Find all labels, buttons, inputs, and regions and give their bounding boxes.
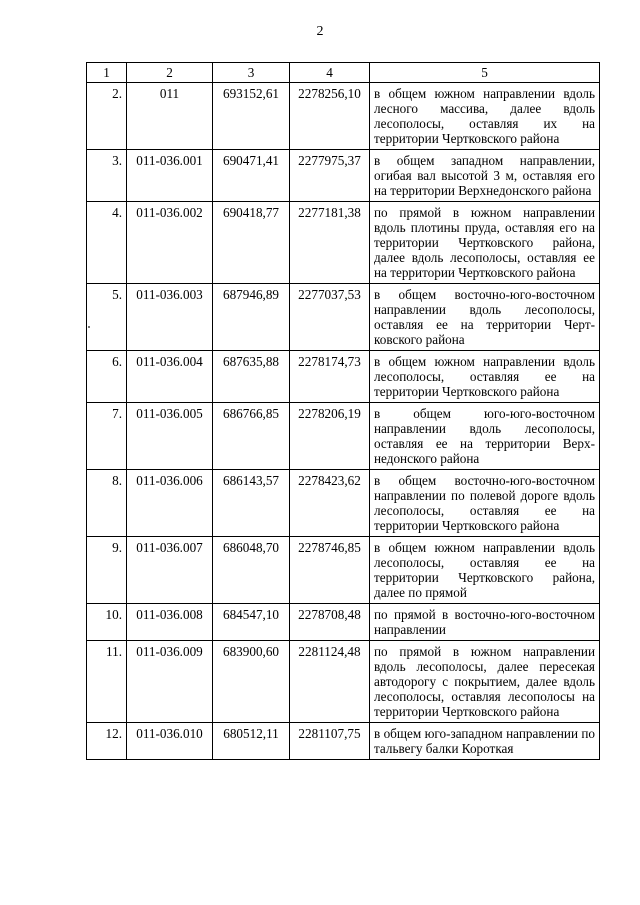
coordinate-y: 2278174,73 [290,351,370,403]
coordinate-x: 683900,60 [213,641,290,723]
boundary-description: в общем юго-юго-восточном направлении вдоль лесополосы, оставляя ее на территории Верхнедонского района [370,403,600,470]
coordinate-y: 2277181,38 [290,202,370,284]
boundary-description: в общем южном направлении вдоль лесополосы, оставляя ее на территории Чертковского района, далее по прямой [370,537,600,604]
coordinate-y: 2278708,48 [290,604,370,641]
boundary-description: в общем южном направлении вдоль лесного массива, далее вдоль лесополосы, оставляя их на территории Чертковского района [370,83,600,150]
point-code: 011-036.004 [127,351,213,403]
column-header-5: 5 [370,63,600,83]
coordinate-x: 684547,10 [213,604,290,641]
boundary-description: в общем западном направлении, огибая вал высотой 3 м, оставляя его на территории Верхнедонского района [370,150,600,202]
boundary-description-table [86,62,600,760]
coordinate-x: 693152,61 [213,83,290,150]
point-code: 011-036.001 [127,150,213,202]
column-header-4: 4 [290,63,370,83]
row-number: 6. [87,351,127,403]
boundary-description: по прямой в южном направлении вдоль лесополосы, далее пересекая автодорогу с покрытием, далее вдоль лесополосы, оставляя лесополосы на территории Чертковского района [370,641,600,723]
point-code: 011-036.010 [127,723,213,760]
point-code: 011-036.008 [127,604,213,641]
row-number: 7. [87,403,127,470]
point-code: 011-036.002 [127,202,213,284]
boundary-description: по прямой в южном направлении вдоль плотины пруда, оставляя его на территории Чертковского района, далее вдоль лесополосы, оставляя ее на территории Чертковского района [370,202,600,284]
row-number: 11. [87,641,127,723]
coordinate-y: 2278206,19 [290,403,370,470]
coordinate-x: 686143,57 [213,470,290,537]
coordinate-y: 2277975,37 [290,150,370,202]
coordinate-x: 686766,85 [213,403,290,470]
table-row [87,150,600,202]
column-header-1: 1 [87,63,127,83]
boundary-description: в общем южном направлении вдоль лесополосы, оставляя ее на территории Чертковского района [370,351,600,403]
coordinate-x: 687946,89 [213,284,290,351]
coordinate-y: 2278746,85 [290,537,370,604]
table-row [87,723,600,760]
table-row [87,202,600,284]
table-row [87,351,600,403]
row-number: 9. [87,537,127,604]
point-code: 011-036.006 [127,470,213,537]
boundary-description: в общем восточно-юго-восточном направлении вдоль лесополосы, оставляя ее на территории Чертковского района [370,284,600,351]
column-header-3: 3 [213,63,290,83]
coordinate-x: 686048,70 [213,537,290,604]
column-header-2: 2 [127,63,213,83]
point-code: 011-036.007 [127,537,213,604]
point-code: 011-036.005 [127,403,213,470]
row-number: 5. [87,284,127,351]
point-code: 011 [127,83,213,150]
coordinate-y: 2278256,10 [290,83,370,150]
coordinate-y: 2278423,62 [290,470,370,537]
coordinate-y: 2277037,53 [290,284,370,351]
table-row [87,83,600,150]
table-row [87,537,600,604]
boundary-description: по прямой в восточно-юго-восточном направлении [370,604,600,641]
table-row [87,604,600,641]
point-code: 011-036.003 [127,284,213,351]
coordinate-x: 687635,88 [213,351,290,403]
coordinate-y: 2281107,75 [290,723,370,760]
row-number: 8. [87,470,127,537]
boundary-description: в общем восточно-юго-восточном направлении по полевой дороге вдоль лесополосы, оставляя ее на территории Чертковского района [370,470,600,537]
page-number: 2 [316,24,324,39]
row-number: 12. [87,723,127,760]
row-number: 2. [87,83,127,150]
row-number: 4. [87,202,127,284]
row-number: 10. [87,604,127,641]
table-row [87,470,600,537]
table-row [87,284,600,351]
coordinate-x: 690418,77 [213,202,290,284]
coordinate-x: 680512,11 [213,723,290,760]
row-number: 3. [87,150,127,202]
table-row [87,403,600,470]
header-row [87,63,600,83]
table-row [87,641,600,723]
boundary-description: в общем юго-западном направлении по тальвегу балки Короткая [370,723,600,760]
coordinate-x: 690471,41 [213,150,290,202]
point-code: 011-036.009 [127,641,213,723]
coordinate-y: 2281124,48 [290,641,370,723]
